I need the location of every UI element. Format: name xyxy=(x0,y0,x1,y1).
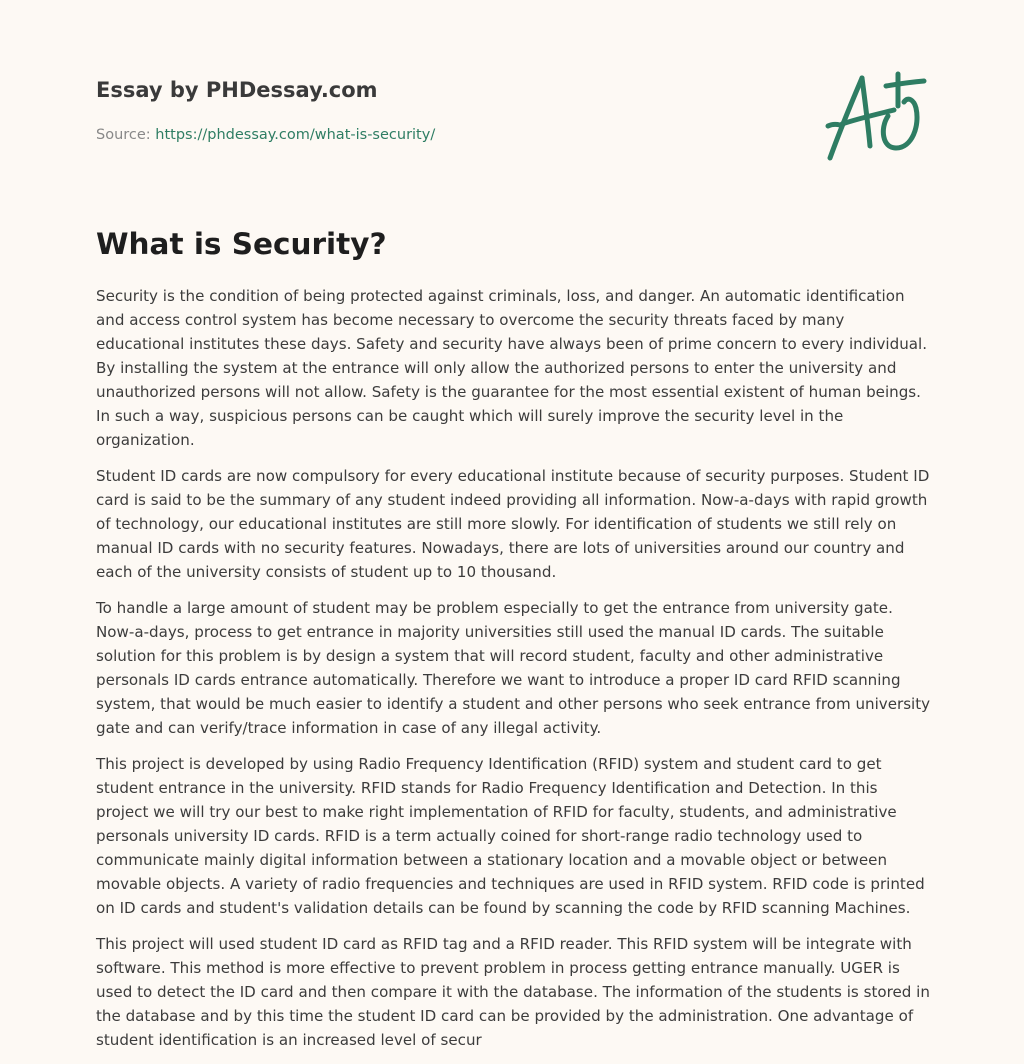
essay-body xyxy=(96,284,932,1064)
source-link[interactable]: https://phdessay.com/what-is-security/ xyxy=(155,127,436,143)
source-label: Source: xyxy=(96,127,151,143)
source-line xyxy=(96,125,796,145)
essay-paragraph: Student ID cards are now compulsory for every educational institute because of security purposes. Student ID card is said to be the summary of any student indeed providing all information. Now-a-days with rapid growth of technology, our educational institutes are still more slowly. For identification of students we still rely on manual ID cards with no security features. Nowadays, there are lots of universities around our country and each of the university consists of student up to 10 thousand. xyxy=(96,467,930,581)
essay-paragraph: This project will used student ID card as RFID tag and a RFID reader. This RFID system will be integrate with software. This method is more effective to prevent problem in process getting entrance manually. UGER is used to detect the ID card and then compare it with the database. The information of the students is stored in the database and by this time the student ID card can be provided by the administration. One advantage of student identification is an increased level of secur xyxy=(96,935,930,1049)
essay-paragraph: Security is the condition of being protected against criminals, loss, and danger. An automatic identification and access control system has become necessary to overcome the security threats faced by many educational institutes these days. Safety and security have always been of prime concern to every individual. By installing the system at the entrance will only allow the authorized persons to enter the university and unauthorized persons will not allow. Safety is the guarantee for the most essential existent of human beings. In such a way, suspicious persons can be caught which will surely improve the security level in the organization. xyxy=(96,287,928,449)
essay-title: What is Security? xyxy=(96,227,387,261)
essay-paragraph: This project is developed by using Radio Frequency Identification (RFID) system and student card to get student entrance in the university. RFID stands for Radio Frequency Identification and Detection. In this project we will try our best to make right implementation of RFID for faculty, students, and administrative personals university ID cards. RFID is a term actually coined for short-range radio technology used to communicate mainly digital information between a stationary location and a movable object or between movable objects. A variety of radio frequencies and techniques are used in RFID system. RFID code is printed on ID cards and student's validation details can be found by scanning the code by RFID scanning Machines. xyxy=(96,755,925,917)
site-brand: Essay by PHDessay.com xyxy=(96,78,378,102)
a-plus-grade-icon xyxy=(820,66,928,166)
page-header xyxy=(96,72,796,145)
essay-paragraph: To handle a large amount of student may be problem especially to get the entrance from university gate. Now-a-days, process to get entrance in majority universities still used the manual ID cards. The suitable solution for this problem is by design a system that will record student, faculty and other administrative personals ID cards entrance automatically. Therefore we want to introduce a proper ID card RFID scanning system, that would be much easier to identify a student and other persons who seek entrance from university gate and can verify/trace information in case of any illegal activity. xyxy=(96,599,931,737)
